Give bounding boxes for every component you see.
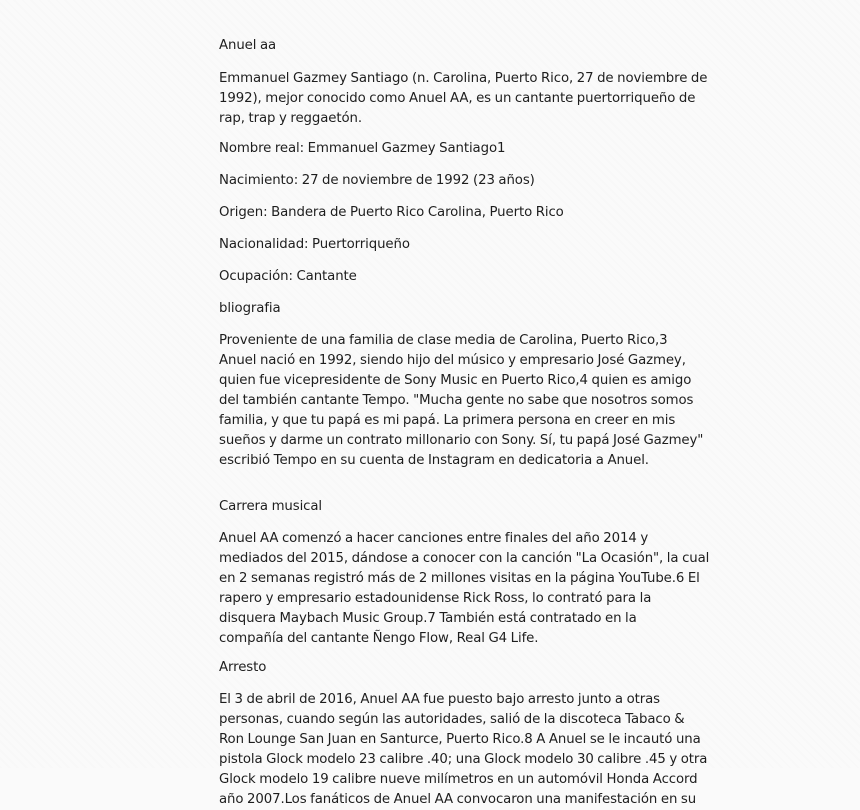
arresto-line: Glock modelo 19 calibre nueve milímetros en un automóvil Honda Accord [219,772,698,787]
article [219,36,710,810]
field-nacionalidad: Nacionalidad: Puertorriqueño [219,237,410,252]
section-heading-carrera: Carrera musical [219,499,323,514]
intro-line: 1992), mejor conocido como Anuel AA, es un cantante puertorriqueño de [219,91,696,106]
biografia-paragraph [219,331,704,471]
section-heading-biografia: bliografia [219,301,281,316]
carrera-line: disquera Maybach Music Group.7 También está contratado en la [219,611,637,626]
carrera-line: compañía del cantante Ñengo Flow, Real G4 Life. [219,631,539,646]
field-nombre-real: Nombre real: Emmanuel Gazmey Santiago1 [219,141,506,156]
biografia-line: sueños y darme un contrato millonario con Sony. Sí, tu papá José Gazmey" [219,433,704,448]
biografia-line: quien fue vicepresidente de Sony Music en Puerto Rico,4 quien es amigo [219,373,692,388]
section-spacer [219,481,649,497]
field-origen: Origen: Bandera de Puerto Rico Carolina, Puerto Rico [219,205,564,220]
biografia-line: escribió Tempo en su cuenta de Instagram en dedicatoria a Anuel. [219,453,649,468]
carrera-line: mediados del 2015, dándose a conocer con la canción "La Ocasión", la cual [219,551,710,566]
carrera-line: en 2 semanas registró más de 2 millones visitas en la página YouTube.6 El [219,571,700,586]
section-heading-arresto: Arresto [219,660,267,675]
arresto-line: personas, cuando según las autoridades, salió de la discoteca Tabaco & [219,712,685,727]
biografia-line: familia, y que tu papá es mi papá. La primera persona en creer en mis [219,413,676,428]
field-ocupacion: Ocupación: Cantante [219,269,357,284]
intro-line: Emmanuel Gazmey Santiago (n. Carolina, Puerto Rico, 27 de noviembre de [219,71,708,86]
arresto-line: año 2007.Los fanáticos de Anuel AA convocaron una manifestación en su [219,792,697,807]
arresto-line: Ron Lounge San Juan en Santurce, Puerto Rico.8 A Anuel se le incautó una [219,732,701,747]
intro-paragraph [219,69,708,129]
carrera-line: rapero y empresario estadounidense Rick Ross, lo contrató para la [219,591,652,606]
biografia-line: del también cantante Tempo. "Mucha gente no sabe que nosotros somos [219,393,694,408]
arresto-paragraph [219,690,708,810]
article-title: Anuel aa [219,38,277,53]
carrera-paragraph [219,529,710,649]
arresto-line: pistola Glock modelo 23 calibre .40; una Glock modelo 30 calibre .45 y otra [219,752,708,767]
field-nacimiento: Nacimiento: 27 de noviembre de 1992 (23 años) [219,173,535,188]
intro-line: rap, trap y reggaetón. [219,111,362,126]
carrera-line: Anuel AA comenzó a hacer canciones entre finales del año 2014 y [219,531,649,546]
biografia-line: Anuel nació en 1992, siendo hijo del músico y empresario José Gazmey, [219,353,686,368]
biografia-line: Proveniente de una familia de clase media de Carolina, Puerto Rico,3 [219,333,668,348]
arresto-line: El 3 de abril de 2016, Anuel AA fue puesto bajo arresto junto a otras [219,692,660,707]
